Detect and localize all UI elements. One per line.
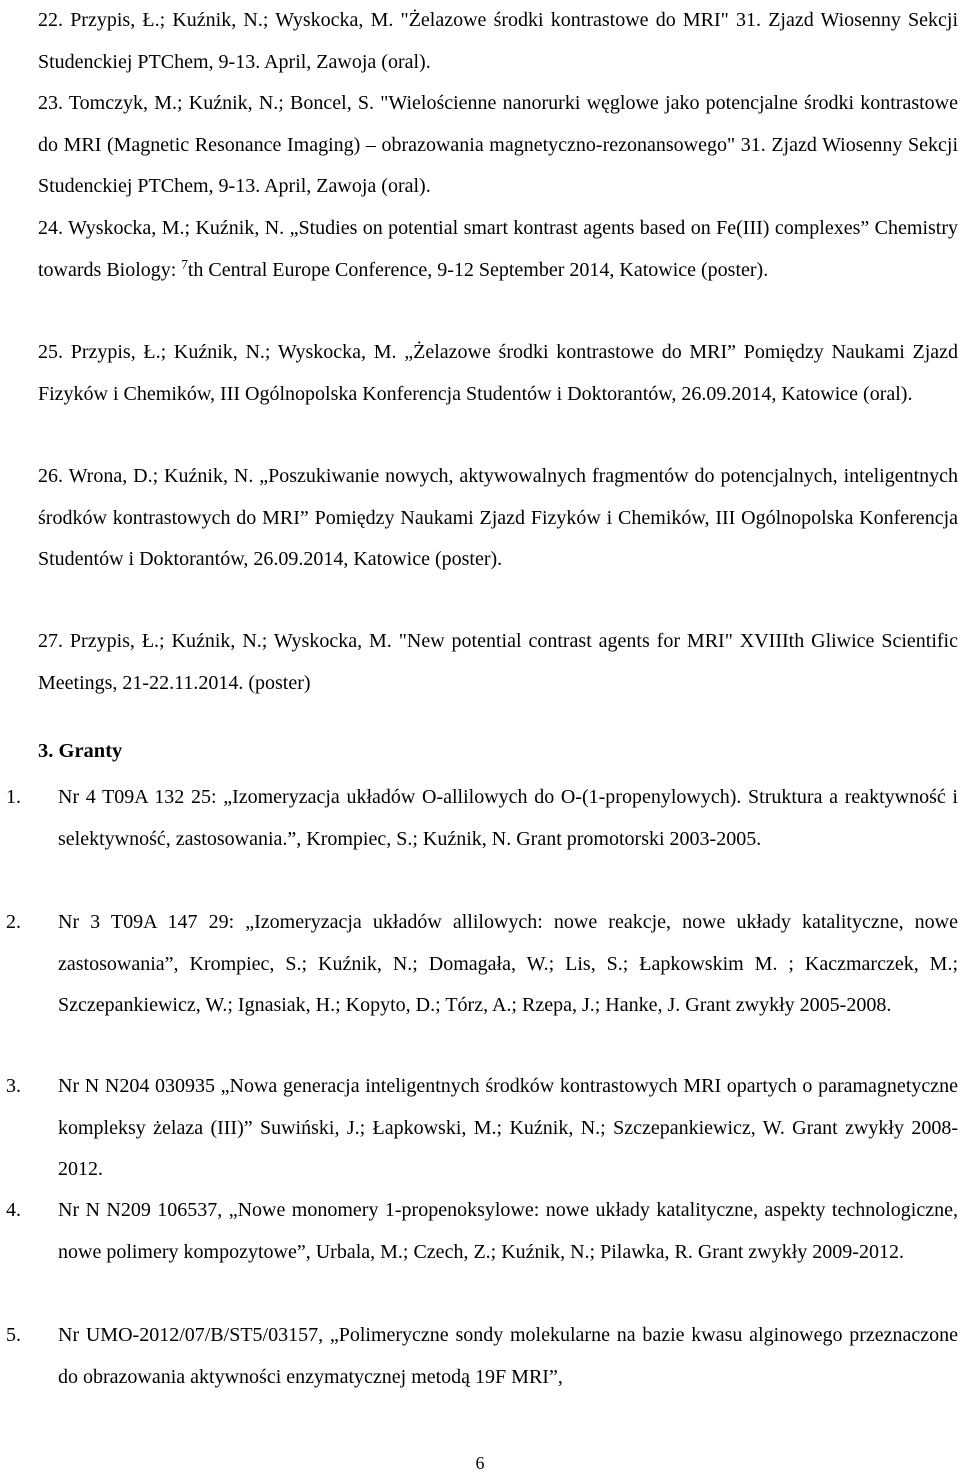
publication-number: 26.	[38, 465, 63, 487]
publication-item	[38, 332, 958, 415]
publication-text-before: Wyskocka, M.; Kuźnik, N. „Studies on potential smart kontrast agents based on Fe(III) complexes” Chemistry towards Biology:	[38, 217, 958, 281]
publication-item	[38, 0, 958, 83]
publication-number: 27.	[38, 630, 63, 652]
grant-number: 2.	[6, 911, 21, 933]
publication-item	[38, 621, 958, 704]
grant-text: Nr N N204 030935 „Nowa generacja inteligentnych środków kontrastowych MRI opartych o paramagnetyczne kompleksy żelaza (III)” Suwiński, J.; Łapkowski, M.; Kuźnik, N.; Szczepankiewicz, W. Grant zwykły 2008-2012.	[58, 1075, 958, 1180]
publication-item	[38, 83, 958, 208]
publication-item	[38, 208, 958, 291]
grant-number: 5.	[6, 1324, 21, 1346]
section-heading: 3. Granty	[38, 740, 123, 762]
publication-text: Przypis, Ł.; Kuźnik, N.; Wyskocka, M. "New potential contrast agents for MRI" XVIIIth Gliwice Scientific Meetings, 21-22.11.2014. (poster)	[38, 630, 958, 694]
publication-item	[38, 456, 958, 581]
grant-number: 4.	[6, 1199, 21, 1221]
grant-text: Nr 3 T09A 147 29: „Izomeryzacja układów allilowych: nowe reakcje, nowe układy katalityczne, nowe zastosowania”, Krompiec, S.; Kuźnik, N.; Domagała, W.; Lis, S.; Łapkowskim M. ; Kaczmarczek, M.; Szczepankiewicz, W.; Ignasiak, H.; Kopyto, D.; Tórz, A.; Rzepa, J.; Hanke, J. Grant zwykły 2005-2008.	[58, 911, 958, 1016]
publication-text: Wrona, D.; Kuźnik, N. „Poszukiwanie nowych, aktywowalnych fragmentów do potencjalnych, inteligentnych środków kontrastowych do MRI” Pomiędzy Naukami Zjazd Fizyków i Chemików, III Ogólnopolska Konferencja Studentów i Doktorantów, 26.09.2014, Katowice (poster).	[38, 465, 959, 570]
page-number: 6	[475, 1453, 485, 1473]
publication-number: 25.	[38, 341, 63, 363]
publication-number: 23.	[38, 92, 63, 114]
superscript: 7	[181, 255, 188, 271]
grant-number: 3.	[6, 1075, 21, 1097]
grant-text: Nr 4 T09A 132 25: „Izomeryzacja układów O-allilowych do O-(1-propenylowych). Struktura a reaktywność i selektywność, zastosowania.”, Krompiec, S.; Kuźnik, N. Grant promotorski 2003-2005.	[58, 786, 958, 850]
grant-text: Nr N N209 106537, „Nowe monomery 1-propenoksylowe: nowe układy katalityczne, aspekty technologiczne, nowe polimery kompozytowe”, Urbala, M.; Czech, Z.; Kuźnik, N.; Pilawka, R. Grant zwykły 2009-2012.	[58, 1199, 958, 1263]
publication-text: Tomczyk, M.; Kuźnik, N.; Boncel, S. "Wielościenne nanorurki węglowe jako potencjalne środki kontrastowe do MRI (Magnetic Resonance Imaging) – obrazowania magnetyczno-rezonansowego" 31. Zjazd Wiosenny Sekcji Studenckiej PTChem, 9-13. April, Zawoja (oral).	[38, 92, 959, 197]
publication-number: 24.	[38, 217, 63, 239]
publication-number: 22.	[38, 9, 63, 31]
grant-number: 1.	[6, 786, 21, 808]
publication-text-after: th Central Europe Conference, 9-12 September 2014, Katowice (poster).	[187, 258, 769, 281]
grant-text: Nr UMO-2012/07/B/ST5/03157, „Polimeryczne sondy molekularne na bazie kwasu alginowego przeznaczone do obrazowania aktywności enzymatycznej metodą 19F MRI”,	[58, 1324, 958, 1388]
publication-text: Przypis, Ł.; Kuźnik, N.; Wyskocka, M. "Żelazowe środki kontrastowe do MRI" 31. Zjazd Wiosenny Sekcji Studenckiej PTChem, 9-13. April, Zawoja (oral).	[38, 9, 959, 73]
publication-text: Przypis, Ł.; Kuźnik, N.; Wyskocka, M. „Żelazowe środki kontrastowe do MRI” Pomiędzy Naukami Zjazd Fizyków i Chemików, III Ogólnopolska Konferencja Studentów i Doktorantów, 26.09.2014, Katowice (oral).	[38, 341, 959, 405]
